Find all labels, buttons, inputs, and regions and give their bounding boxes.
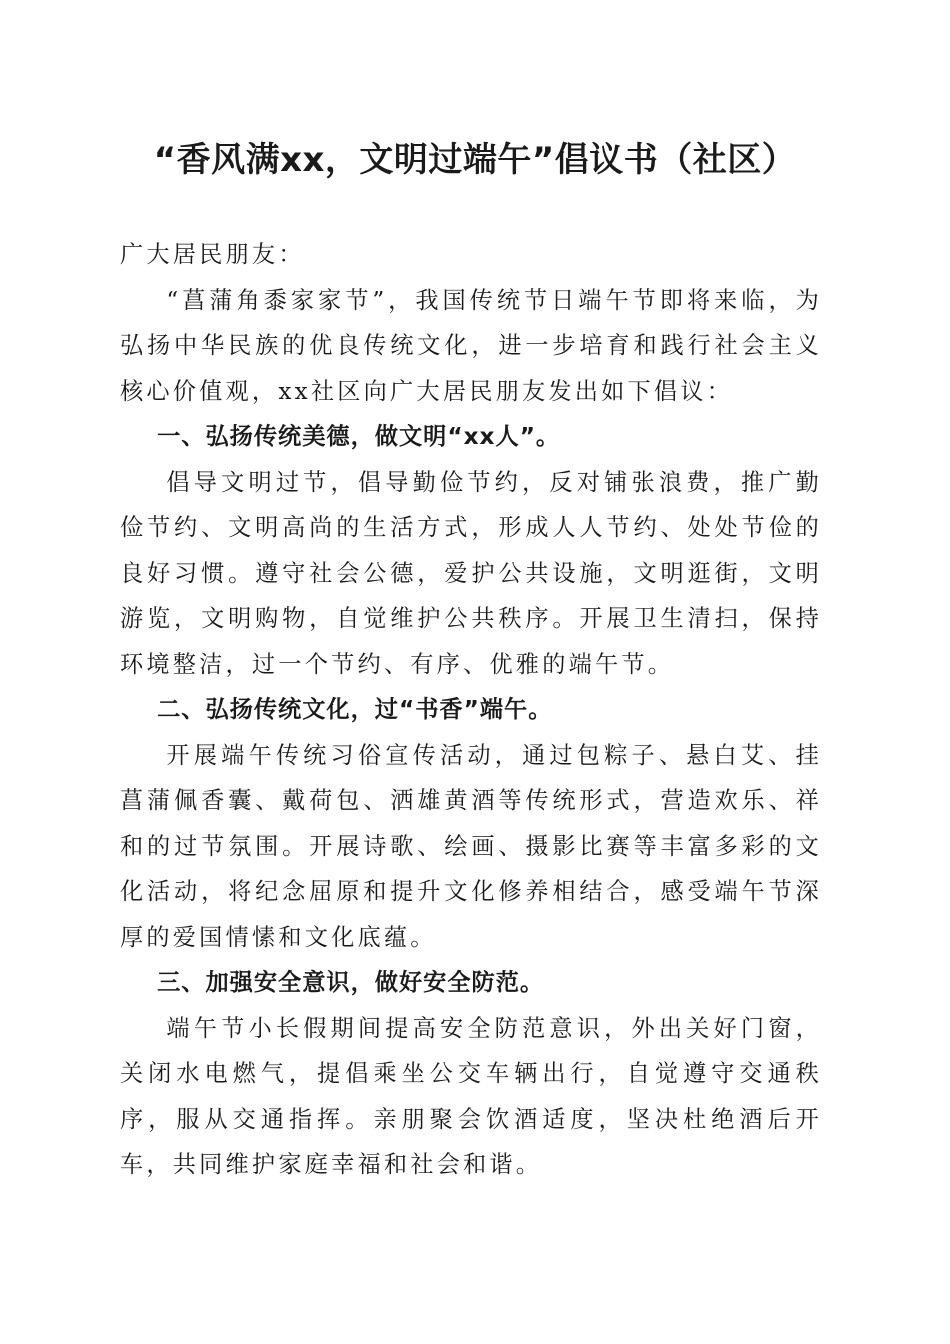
section-1-heading: 一、弘扬传统美德，做文明“xx人”。	[157, 423, 561, 450]
document-title: “香风满xx，文明过端午”倡议书（社区）	[153, 140, 797, 180]
section-3-heading: 三、加强安全意识，做好安全防范。	[157, 969, 545, 996]
section-1-paragraph: 倡导文明过节，倡导勤俭节约，反对铺张浪费，推广勤俭节约、文明高尚的生活方式，形成人人节约、处处节俭的良好习惯。遵守社会公德，爱护公共设施，文明逛街，文明游览，文明购物，自觉维护公共秩序。开展卫生清扫，保持环境整洁，过一个节约、有序、优雅的端午节。	[120, 468, 822, 678]
section-3-paragraph: 端午节小长假期间提高安全防范意识，外出关好门窗，关闭水电燃气，提倡乘坐公交车辆出行，自觉遵守交通秩序，服从交通指挥。亲朋聚会饮酒适度，坚决杜绝酒后开车，共同维护家庭幸福和社会和谐。	[120, 1014, 822, 1178]
salutation: 广大居民朋友：	[120, 241, 305, 268]
section-2-heading: 二、弘扬传统文化，过“书香”端午。	[157, 696, 553, 723]
document-body	[120, 232, 822, 1188]
section-2-paragraph: 开展端午传统习俗宣传活动，通过包粽子、悬白艾、挂菖蒲佩香囊、戴荷包、洒雄黄酒等传统形式，营造欢乐、祥和的过节氛围。开展诗歌、绘画、摄影比赛等丰富多彩的文化活动，将纪念屈原和提升文化修养相结合，感受端午节深厚的爱国情愫和文化底蕴。	[120, 741, 822, 951]
intro-paragraph: “菖蒲角黍家家节”，我国传统节日端午节即将来临，为弘扬中华民族的优良传统文化，进一步培育和践行社会主义核心价值观，xx社区向广大居民朋友发出如下倡议：	[120, 286, 822, 405]
